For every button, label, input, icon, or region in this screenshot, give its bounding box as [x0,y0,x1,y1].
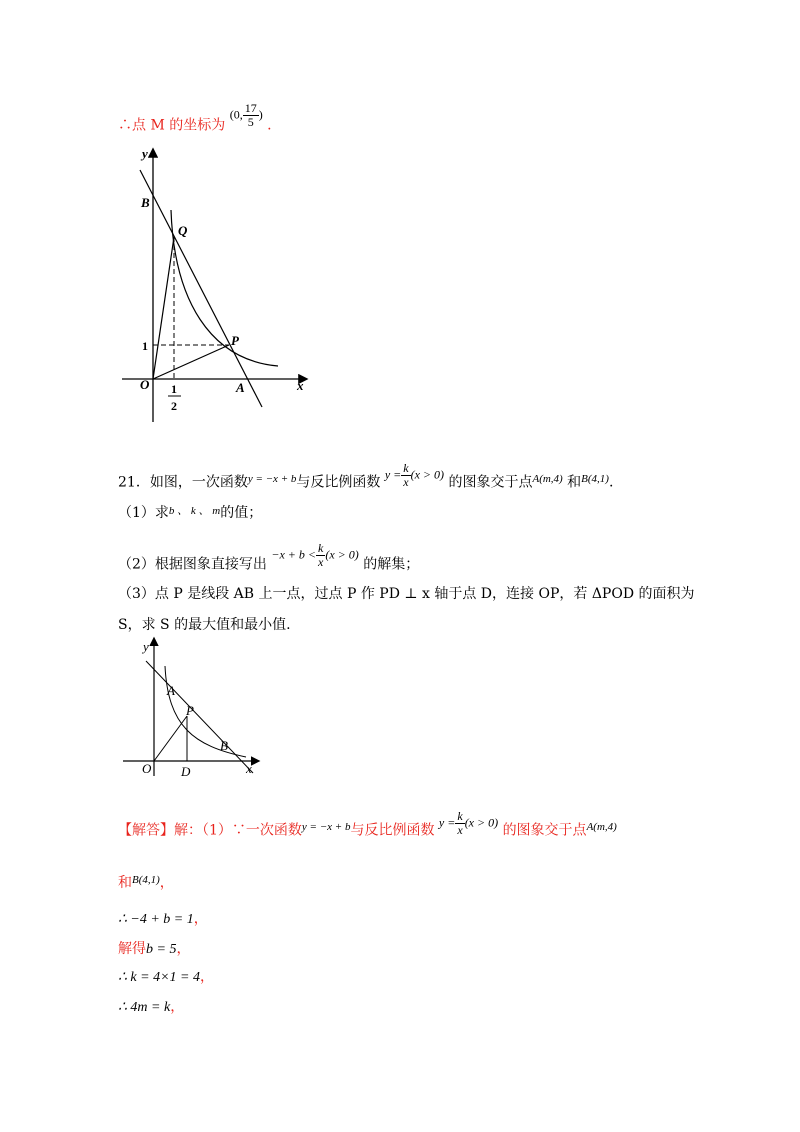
period: . [267,117,272,134]
question-1: （1）求$^{b 、 k 、 m}$的值； [118,505,263,521]
reciprocal-function: y = $\frac{k}{x}$ (x > 0) [384,461,445,489]
m-coordinate: (0, $\frac{17}{5}$ ) [229,101,263,129]
reciprocal-function: y = $\frac{k}{x}$ (x > 0) [438,809,499,837]
label-half-den: 2 [171,399,177,413]
label-b: B [141,195,150,210]
problem-intro: 21．如图，一次函数 [118,474,248,491]
label-d: D [181,764,191,779]
answer-step-2: 解得b = 5， [118,941,191,957]
answer-step-4: ∴ 4m = k， [118,999,185,1015]
label-o: O [140,377,150,392]
label-one: 1 [142,339,148,353]
problem-21-statement: 21．如图，一次函数$^{y = -x + b}$与反比例函数 y = $\frac{k}{x}$ (x > 0) 的图象交于点$^{A(m,4)}$ 和$^{B(4,1)}$. [118,461,614,491]
label-q: Q [178,223,188,238]
linear-function: y = −x + b [247,473,297,486]
label-y: y [142,146,148,161]
answer-step-1: ∴ −4 + b = 1， [118,911,208,927]
answer-step-3: ∴ k = 4×1 = 4， [118,969,214,985]
line-ba [140,170,262,407]
label-x: x [297,378,304,393]
line-ab [146,661,253,773]
label-y: y [143,639,149,654]
question-2: （2）根据图象直接写出 −x + b < $\frac{k}{x}$ (x > 0) 的解集； [118,541,420,573]
label-p: P [186,703,194,718]
m-coordinate-line [118,101,272,139]
point-a: A(m,4) [532,473,563,486]
label-b: B [220,738,228,753]
label-a: A [167,683,175,698]
label-half-num: 1 [171,382,177,396]
inequality: −x + b < $\frac{k}{x}$ (x > 0) [271,541,359,569]
segment-oq [153,237,174,379]
segment-op [153,345,229,379]
question-3-line-1: （3）点 P 是线段 AB 上一点，过点 P 作 PD ⊥ x 轴于点 D，连接 OP，若 ΔPOD 的面积为 [118,586,695,602]
figure-2 [118,636,268,781]
label-o: O [142,761,152,776]
segment-op [154,716,187,761]
label-p: P [231,333,239,348]
answer-line-1: 【解答】解：（1）∵一次函数$^{y = -x + b}$与反比例函数 y = $\frac{k}{x}$ (x > 0) 的图象交于点$^{A(m,4)}$ [118,809,617,839]
therefore-label: ∴点 M 的坐标为 [118,117,226,134]
label-x: x [246,761,252,776]
question-3-line-2: S，求 S 的最大值和最小值. [118,617,291,633]
answer-tag: 【解答】解：（1）∵一次函数 [118,822,302,839]
hyperbola-curve [165,666,246,757]
label-a: A [236,380,245,395]
point-b: B(4,1) [581,473,609,486]
figure-1 [120,140,320,425]
answer-line-2: 和$^{B(4,1)}$， [118,874,174,891]
